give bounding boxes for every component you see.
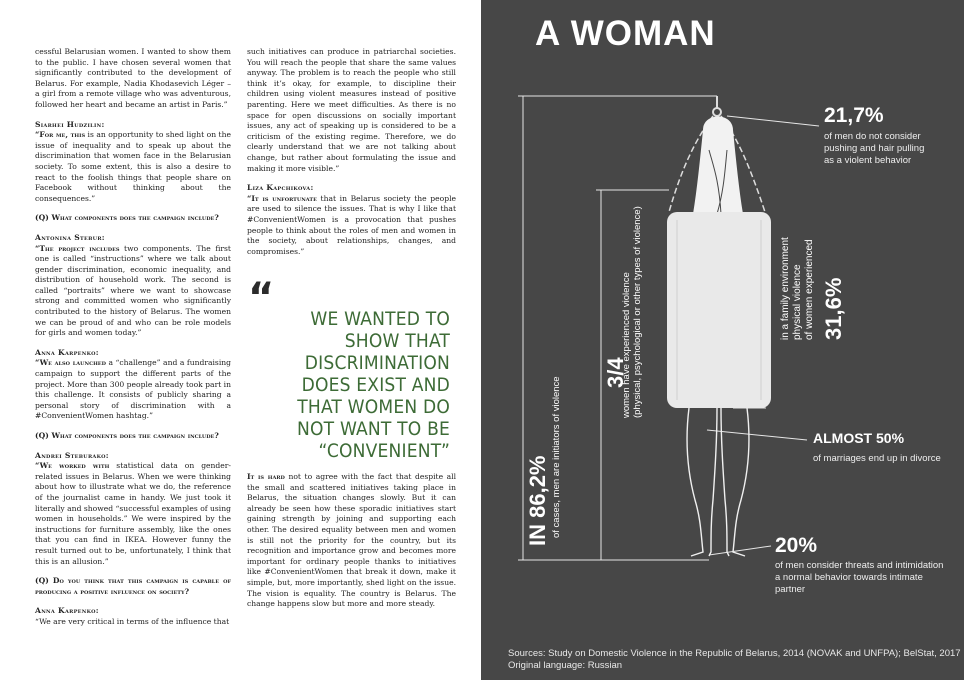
stat-description: of men consider threats and intimidation a normal behavior towards intimate partner	[775, 560, 944, 595]
pointer-arrow	[727, 116, 819, 126]
infographic-panel	[481, 0, 964, 680]
paragraph: “We are very critical in terms of the influence that	[35, 616, 230, 626]
stat-description: in a family environment	[780, 237, 791, 340]
stat-description: of marriages end up in divorce	[813, 453, 941, 464]
hanger-ring	[713, 108, 721, 116]
stat-number: ALMOST 50%	[813, 430, 905, 446]
speaker-name: Antonina Stebur:	[35, 232, 105, 242]
interview-question: (Q) What components does the campaign include?	[35, 431, 219, 440]
punching-bag	[667, 212, 771, 408]
leg-right-inner	[721, 408, 729, 556]
stat-number: IN 86,2%	[525, 455, 550, 546]
speaker-name: Siarhei Hudzilin:	[35, 119, 105, 129]
stat-number: 31,6%	[821, 277, 846, 340]
stat-description: (physical, psychological or other types of violence)	[632, 206, 643, 418]
interview-question: (Q) What components does the campaign include?	[35, 213, 219, 223]
interview-question: (Q) Do you think that this campaign is capable of producing a positive influence on society?	[35, 576, 231, 596]
paragraph: “For me, this is an opportunity to shed light on the issue of inequality and to speak up about the discrimination that women face in the Belarusian society. To some extent, this is also a desire to react to the foolish things that people share on Facebook without thinking about the consequences.”	[35, 130, 231, 203]
speaker-name: Anna Karpenko:	[35, 606, 99, 616]
article-column-1	[35, 47, 231, 637]
speaker-name: Andrei Steburako:	[35, 450, 109, 460]
paragraph: “We also launched a “challenge” and a fundraising campaign to support the different parts of the project. More than 300 people already took part in this challenge. It consists of publicly sharing a personal story of discrimination with a #ConvenientWomen hashtag.”	[35, 358, 231, 421]
sources-note	[508, 648, 961, 672]
stat-number: 21,7%	[824, 104, 884, 127]
infographic-title: A WOMAN	[535, 14, 716, 53]
leg-left	[687, 408, 703, 556]
stat-description: of women experienced	[804, 239, 815, 340]
hair	[693, 117, 743, 215]
paragraph: “The project includes two components. The first one is called “instructions” where we talk about gender discrimination, economic inequality, and distribution of household work. The second is called “portraits” where we want to showcase strong and committed women who significantly contributed to the history of Belarus. The women we can be proud of and who can be role models for girls and women today.”	[35, 243, 231, 338]
stat-description: women have experienced violence	[621, 272, 632, 418]
stat-number: 20%	[775, 534, 818, 557]
quote-mark-icon: “	[248, 275, 275, 321]
original-language: Original language: Russian	[508, 660, 623, 671]
stat-description: of men do not consider pushing and hair pulling as a violent behavior	[824, 131, 925, 166]
paragraph: “It is unfortunate that in Belarus society the people are used to silence the issues. That is why I like that #ConvenientWomen is a provocation that pushes people to think about the roles of men and women in the society, about relationships, changes, and compromises.”	[247, 193, 456, 256]
pull-quote: WE WANTED TO SHOW THAT DISCRIMINATION DOES EXIST AND THAT WOMEN DO NOT WANT TO BE “CONVENIENT”	[297, 308, 450, 462]
paragraph: It is hard not to agree with the fact that despite all the small and scattered initiatives taking place in Belarus, the situation changes slowly. But it can already be seen how these sporadic initiatives start gaining strength by joining and supporting each other. The desired equality between men and women is still not the priority for the country, but its recognition and importance grow and becomes more important for ordinary people thanks to initiatives like #ConvenientWomen that break it down, make it simple, but, more importantly, shed light on the issue. The vision is equality. The country is Belarus. The change happens slow but more and more steady.	[247, 472, 457, 609]
sources-text: Sources: Study on Domestic Violence in the Republic of Belarus, 2014 (NOVAK and UNFPA); BelStat, 2017	[508, 648, 961, 659]
leg-right	[733, 408, 749, 556]
paragraph: “We worked with statistical data on gender-related issues in Belarus. When we were thinking about how to illustrate what we do, the reference of the journalist came in handy. We just took it literally and showed “successful examples of using women in households.” We were inspired by the instructions for furniture assembly, like the ones that you can find in IKEA. However funny the result turned out to be, unfortunately, I think that this is an allusion.”	[35, 461, 231, 566]
speaker-name: Liza Kapchikova:	[247, 183, 314, 193]
speaker-name: Anna Karpenko:	[35, 347, 99, 357]
stat-description: of cases, men are initiators of violence	[551, 376, 562, 538]
paragraph: cessful Belarusian women. I wanted to show them to the public. I have chosen several women that significantly contributed to the development of Belarus. For example, Nadia Khodasevich Léger – a girl from a remote village who was adventurous, followed her heart and became an artist in Paris.”	[35, 47, 231, 109]
stat-number: 3/4	[603, 357, 628, 388]
paragraph: such initiatives can produce in patriarchal societies. You will reach the people that share the same values anyway. The problem is to reach the people who still think it’s okay, for example, to discipline their children using violent measures instead of positive parenting. Here we meet difficulties. As there is no space for open discussions on socially important issues, any act of speaking up is considered to be a criticism of the existing regime. Therefore, we do clearly understand that we are not talking about change, but rather about formulating the issue and making it more visible.”	[247, 47, 456, 173]
article-column-2-bottom	[247, 472, 456, 619]
article-column-2	[247, 47, 456, 266]
stat-description: physical violence	[792, 264, 803, 340]
